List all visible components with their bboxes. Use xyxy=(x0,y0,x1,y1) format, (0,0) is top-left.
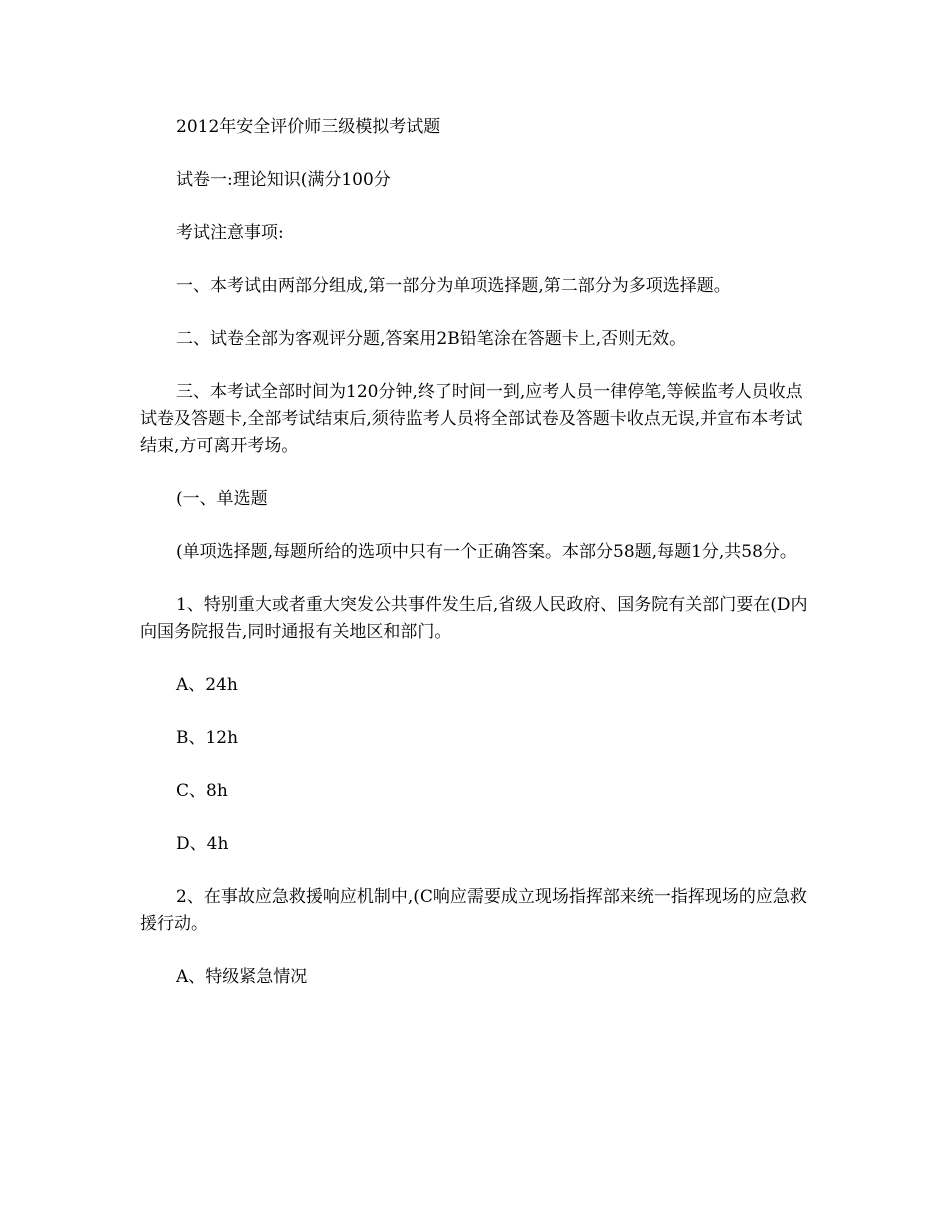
question-stem: 2、在事故应急救援响应机制中,(C响应需要成立现场指挥部来统一指挥现场的应急救援行动。 xyxy=(140,887,807,934)
notice-heading: 考试注意事项: xyxy=(176,223,284,243)
question-option: B、12h xyxy=(176,728,239,748)
notice-item: 三、本考试全部时间为120分钟,终了时间一到,应考人员一律停笔,等候监考人员收点试卷及答题卡,全部考试结束后,须待监考人员将全部试卷及答题卡收点无误,并宣布本考试结束,方可离开考场。 xyxy=(140,382,803,456)
paper-subtitle: 试卷一:理论知识(满分100分 xyxy=(176,170,391,190)
question-option: A、24h xyxy=(176,675,238,695)
notice-item: 一、本考试由两部分组成,第一部分为单项选择题,第二部分为多项选择题。 xyxy=(176,276,731,296)
document-title: 2012年安全评价师三级模拟考试题 xyxy=(176,117,441,137)
question-option: A、特级紧急情况 xyxy=(176,967,308,987)
question-option: D、4h xyxy=(176,834,229,854)
notice-item: 二、试卷全部为客观评分题,答案用2B铅笔涂在答题卡上,否则无效。 xyxy=(176,329,687,349)
section-instructions: (单项选择题,每题所给的选项中只有一个正确答案。本部分58题,每题1分,共58分。 xyxy=(176,542,797,562)
section-heading: (一、单选题 xyxy=(176,489,268,509)
document-body xyxy=(140,114,812,1017)
question-stem: 1、特别重大或者重大突发公共事件发生后,省级人民政府、国务院有关部门要在(D内向国务院报告,同时通报有关地区和部门。 xyxy=(140,595,808,642)
question-option: C、8h xyxy=(176,781,228,801)
